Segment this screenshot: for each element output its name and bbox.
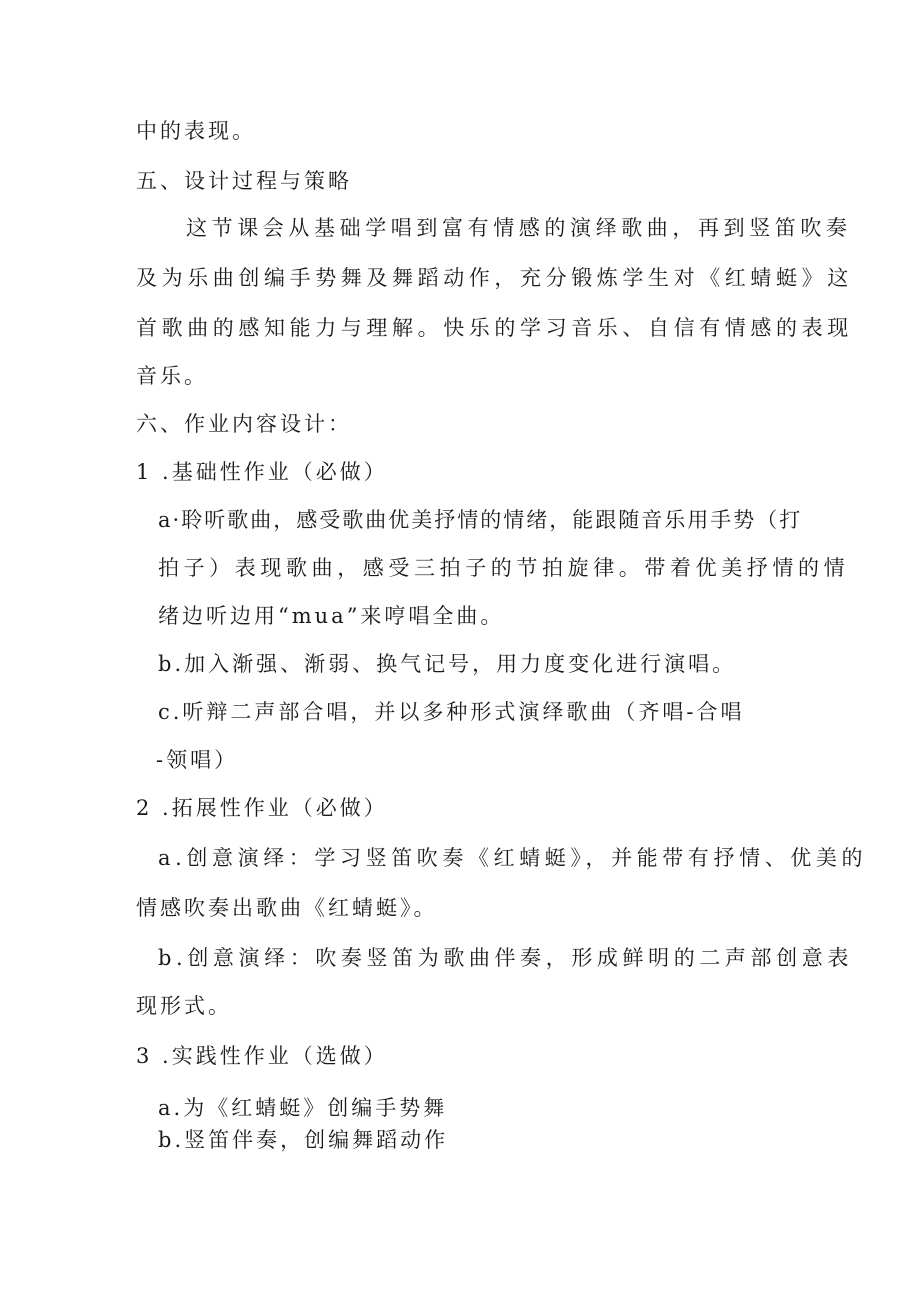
homework-basic-item-a-line-2: 拍子）表现歌曲，感受三拍子的节拍旋律。带着优美抒情的情 bbox=[158, 556, 850, 580]
paragraph-line-4: 音乐。 bbox=[136, 364, 208, 388]
homework-practice-heading: 3 .实践性作业（选做） bbox=[136, 1044, 388, 1068]
homework-basic-item-a-line-1: a·聆听歌曲，感受歌曲优美抒情的情绪，能跟随音乐用手势（打 bbox=[158, 508, 803, 532]
homework-extended-item-a-line-1: a.创意演绎：学习竖笛吹奏《红蜻蜓》，并能带有抒情、优美的 bbox=[158, 846, 868, 870]
homework-basic-item-a-line-3: 绪边听边用“mua”来哼唱全曲。 bbox=[158, 604, 505, 628]
homework-practice-item-b: b.竖笛伴奏，创编舞蹈动作 bbox=[158, 1128, 449, 1152]
text-line-intro-end: 中的表现。 bbox=[136, 119, 256, 143]
homework-practice-item-a: a.为《红蜻蜓》创编手势舞 bbox=[158, 1096, 448, 1120]
homework-extended-item-b-line-1: b.创意演绎：吹奏竖笛为歌曲伴奏，形成鲜明的二声部创意表 bbox=[158, 946, 853, 970]
homework-basic-item-c-line-1: c.听辩二声部合唱，并以多种形式演绎歌曲（齐唱-合唱 bbox=[158, 700, 745, 724]
homework-basic-item-c-line-2: -领唱） bbox=[156, 748, 239, 772]
homework-extended-heading: 2 .拓展性作业（必做） bbox=[136, 796, 388, 820]
homework-basic-heading: 1 .基础性作业（必做） bbox=[136, 460, 388, 484]
homework-extended-item-b-line-2: 现形式。 bbox=[136, 994, 232, 1018]
section-heading-design-process: 五、设计过程与策略 bbox=[136, 169, 352, 193]
paragraph-line-2: 及为乐曲创编手势舞及舞蹈动作，充分锻炼学生对《红蜻蜓》这 bbox=[136, 266, 853, 290]
homework-basic-item-b: b.加入渐强、渐弱、换气记号，用力度变化进行演唱。 bbox=[158, 652, 737, 676]
homework-extended-item-a-line-2: 情感吹奏出歌曲《红蜻蜓》。 bbox=[136, 896, 438, 920]
paragraph-line-3: 首歌曲的感知能力与理解。快乐的学习音乐、自信有情感的表现 bbox=[136, 316, 853, 340]
section-heading-homework: 六、作业内容设计： bbox=[136, 412, 352, 436]
paragraph-line-1: 这节课会从基础学唱到富有情感的演绎歌曲，再到竖笛吹奏 bbox=[186, 216, 852, 240]
